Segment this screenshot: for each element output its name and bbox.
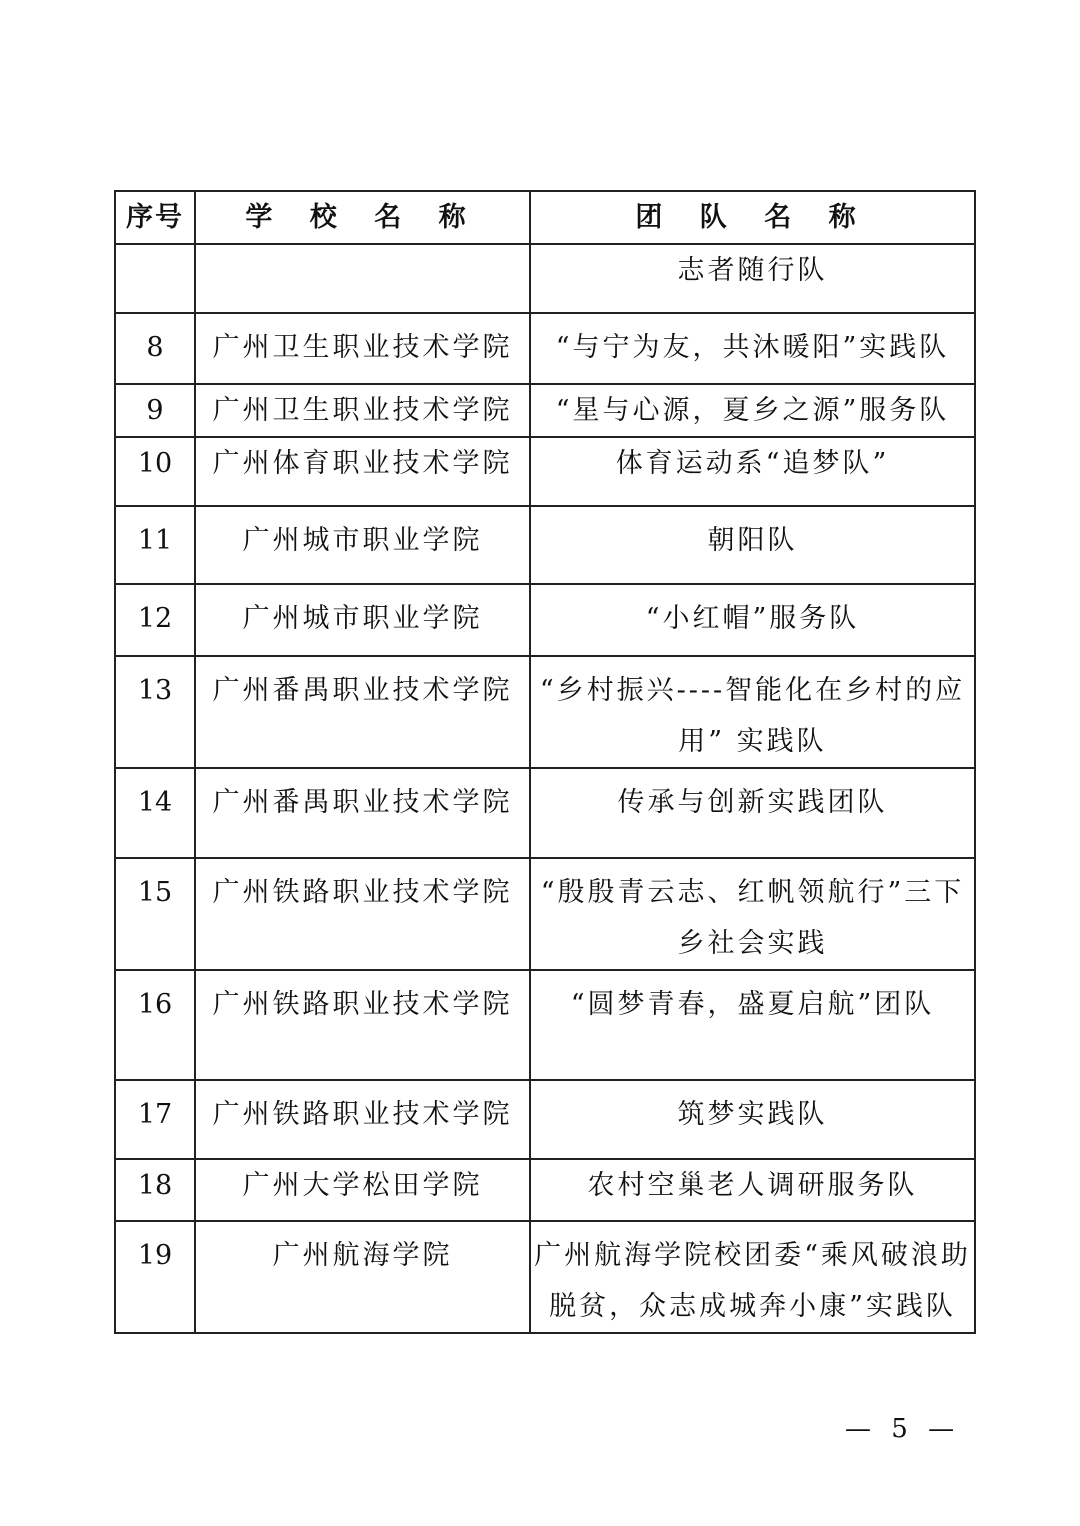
row-number: 19 bbox=[115, 1221, 195, 1333]
school-name bbox=[195, 244, 530, 313]
row-number: 16 bbox=[115, 970, 195, 1080]
header-school: 学 校 名 称 bbox=[195, 191, 530, 244]
table-row bbox=[115, 506, 975, 584]
table-row bbox=[115, 584, 975, 656]
row-number: 12 bbox=[115, 584, 195, 656]
table-row bbox=[115, 244, 975, 313]
school-name: 广州卫生职业技术学院 bbox=[195, 313, 530, 384]
team-name: “殷殷青云志、红帆领航行”三下乡社会实践 bbox=[530, 858, 975, 970]
table-row bbox=[115, 437, 975, 506]
row-number: 17 bbox=[115, 1080, 195, 1159]
team-name: 筑梦实践队 bbox=[530, 1080, 975, 1159]
table-row bbox=[115, 858, 975, 970]
team-name: “圆梦青春，盛夏启航”团队 bbox=[530, 970, 975, 1080]
school-name: 广州铁路职业技术学院 bbox=[195, 970, 530, 1080]
school-name: 广州番禺职业技术学院 bbox=[195, 768, 530, 858]
row-number: 18 bbox=[115, 1159, 195, 1221]
row-number: 10 bbox=[115, 437, 195, 506]
team-roster-table bbox=[114, 190, 976, 1334]
header-no: 序号 bbox=[115, 191, 195, 244]
header-row bbox=[115, 191, 975, 244]
school-name: 广州航海学院 bbox=[195, 1221, 530, 1333]
row-number: 15 bbox=[115, 858, 195, 970]
row-number: 14 bbox=[115, 768, 195, 858]
table-row bbox=[115, 656, 975, 768]
table-row bbox=[115, 1221, 975, 1333]
table-row bbox=[115, 970, 975, 1080]
table-row bbox=[115, 1080, 975, 1159]
row-number: 8 bbox=[115, 313, 195, 384]
team-name: 体育运动系“追梦队” bbox=[530, 437, 975, 506]
table-row bbox=[115, 1159, 975, 1221]
school-name: 广州番禺职业技术学院 bbox=[195, 656, 530, 768]
team-name: “小红帽”服务队 bbox=[530, 584, 975, 656]
team-name: “与宁为友，共沐暖阳”实践队 bbox=[530, 313, 975, 384]
school-name: 广州体育职业技术学院 bbox=[195, 437, 530, 506]
table-row bbox=[115, 313, 975, 384]
row-number: 11 bbox=[115, 506, 195, 584]
school-name: 广州城市职业学院 bbox=[195, 506, 530, 584]
team-name: “星与心源，夏乡之源”服务队 bbox=[530, 384, 975, 437]
school-name: 广州大学松田学院 bbox=[195, 1159, 530, 1221]
table-row bbox=[115, 384, 975, 437]
team-name: 广州航海学院校团委“乘风破浪助脱贫，众志成城奔小康”实践队 bbox=[530, 1221, 975, 1333]
school-name: 广州城市职业学院 bbox=[195, 584, 530, 656]
row-number: 13 bbox=[115, 656, 195, 768]
team-name: 农村空巢老人调研服务队 bbox=[530, 1159, 975, 1221]
table-row bbox=[115, 768, 975, 858]
team-name: 传承与创新实践团队 bbox=[530, 768, 975, 858]
school-name: 广州铁路职业技术学院 bbox=[195, 858, 530, 970]
row-number: 9 bbox=[115, 384, 195, 437]
row-number bbox=[115, 244, 195, 313]
school-name: 广州卫生职业技术学院 bbox=[195, 384, 530, 437]
header-team: 团 队 名 称 bbox=[530, 191, 975, 244]
school-name: 广州铁路职业技术学院 bbox=[195, 1080, 530, 1159]
page-number: — 5 — bbox=[845, 1414, 961, 1444]
team-name: “乡村振兴----智能化在乡村的应用” 实践队 bbox=[530, 656, 975, 768]
team-name: 志者随行队 bbox=[530, 244, 975, 313]
team-name: 朝阳队 bbox=[530, 506, 975, 584]
